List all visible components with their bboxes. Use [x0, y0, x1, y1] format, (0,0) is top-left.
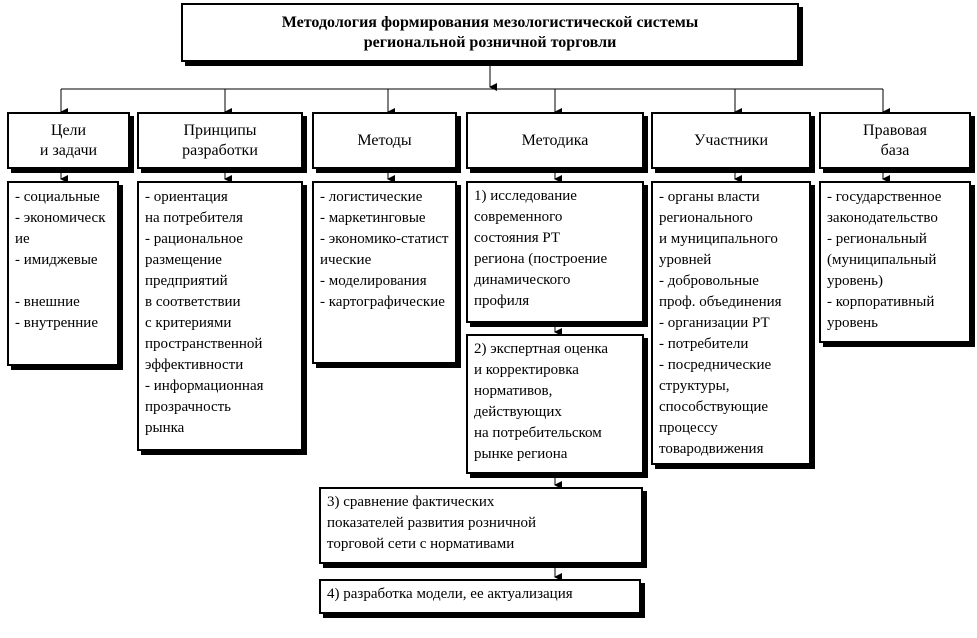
list-item: процессу	[659, 420, 718, 436]
step-line: 1) исследование	[474, 188, 577, 204]
list-item: (муниципальный	[827, 252, 937, 268]
list-item: - моделирования	[320, 273, 427, 289]
header-goals-line-1: Цели	[50, 121, 87, 139]
step-line: рынке региона	[474, 446, 568, 462]
list-methods	[312, 181, 457, 364]
step-line: региона (построение	[474, 251, 608, 267]
list-item: пространственной	[145, 336, 263, 352]
header-principles-line-2: разработки	[182, 141, 258, 159]
step-line: и корректировка	[474, 362, 579, 378]
list-item: - органы власти	[659, 189, 760, 205]
diagram-title	[181, 3, 799, 62]
step-line: на потребительском	[474, 425, 602, 441]
step-line: торговой сети с нормативами	[327, 536, 515, 552]
step-line: показателей развития розничной	[327, 515, 537, 531]
list-item: рынка	[145, 420, 185, 436]
list-item: - добровольные	[659, 273, 759, 289]
list-goals	[7, 181, 119, 366]
list-item: способствующие	[659, 399, 769, 415]
list-item: в соответствии	[145, 294, 241, 310]
methodology-step-3	[319, 487, 643, 564]
list-item: проф. объединения	[659, 294, 782, 310]
list-item: - имиджевые	[15, 252, 98, 268]
list-item: - логистические	[320, 189, 423, 205]
list-item: - картографические	[320, 294, 445, 310]
step-line: профиля	[474, 293, 530, 309]
list-item: - информационная	[145, 378, 264, 394]
list-item: уровней	[659, 252, 712, 268]
list-item: структуры,	[659, 378, 730, 394]
header-participants-line-1: Участники	[693, 131, 769, 149]
methodology-step-1	[466, 181, 644, 323]
list-item: - маркетинговые	[320, 210, 426, 226]
header-goals-line-2: и задачи	[39, 141, 98, 159]
list-item: регионального	[659, 210, 753, 226]
step-line: состояния РТ	[474, 230, 561, 246]
list-item: - потребители	[659, 336, 749, 352]
list-item: уровень	[827, 315, 879, 331]
header-legal-line-1: Правовая	[863, 121, 927, 139]
header-methodology-line-1: Методика	[521, 131, 589, 149]
list-item: - социальные	[15, 189, 100, 205]
step-line: динамического	[474, 272, 571, 288]
list-item: размещение	[145, 252, 222, 268]
list-item: на потребителя	[145, 210, 243, 226]
list-item: прозрачность	[145, 399, 232, 415]
header-legal	[819, 112, 971, 169]
list-item: - посреднические	[659, 357, 772, 373]
list-item: - корпоративный	[827, 294, 935, 310]
list-item: - организации РТ	[659, 315, 770, 331]
list-item: эффективности	[145, 357, 244, 373]
header-principles-line-1: Принципы	[183, 121, 257, 139]
list-item: законодательство	[827, 210, 938, 226]
list-item: уровень)	[827, 273, 884, 289]
list-participants	[651, 181, 811, 465]
title-line-2: региональной розничной торговли	[363, 33, 617, 51]
list-item: - экономико-статистические	[320, 231, 449, 268]
methodology-step-2	[466, 334, 644, 474]
step-line: 3) сравнение фактических	[327, 494, 495, 510]
header-goals	[7, 112, 130, 169]
step-line: нормативов,	[474, 383, 553, 399]
step-line: действующих	[474, 404, 562, 420]
step-line: 4) разработка модели, ее актуализация	[327, 586, 573, 602]
header-methods	[312, 112, 457, 169]
list-item: предприятий	[145, 273, 228, 289]
header-legal-line-2: база	[880, 141, 910, 159]
list-item: товародвижения	[659, 441, 764, 457]
list-principles	[137, 181, 303, 451]
list-item	[15, 271, 113, 292]
header-methods-line-1: Методы	[357, 131, 412, 149]
header-participants	[651, 112, 811, 169]
list-item: - внешние	[15, 294, 80, 310]
list-legal	[819, 181, 971, 343]
list-item: - региональный	[827, 231, 927, 247]
list-item: - рациональное	[145, 231, 243, 247]
header-methodology	[466, 112, 644, 169]
methodology-step-4	[319, 579, 641, 614]
list-item: - экономические	[15, 210, 106, 247]
list-item: - ориентация	[145, 189, 228, 205]
step-line: 2) экспертная оценка	[474, 341, 609, 357]
list-item: - внутренние	[15, 315, 98, 331]
title-line-1: Методология формирования мезологистической системы	[281, 13, 699, 31]
header-principles	[137, 112, 303, 169]
step-line: современного	[474, 209, 563, 225]
list-item: и муниципального	[659, 231, 778, 247]
list-item: с критериями	[145, 315, 232, 331]
list-item: - государственное	[827, 189, 942, 205]
